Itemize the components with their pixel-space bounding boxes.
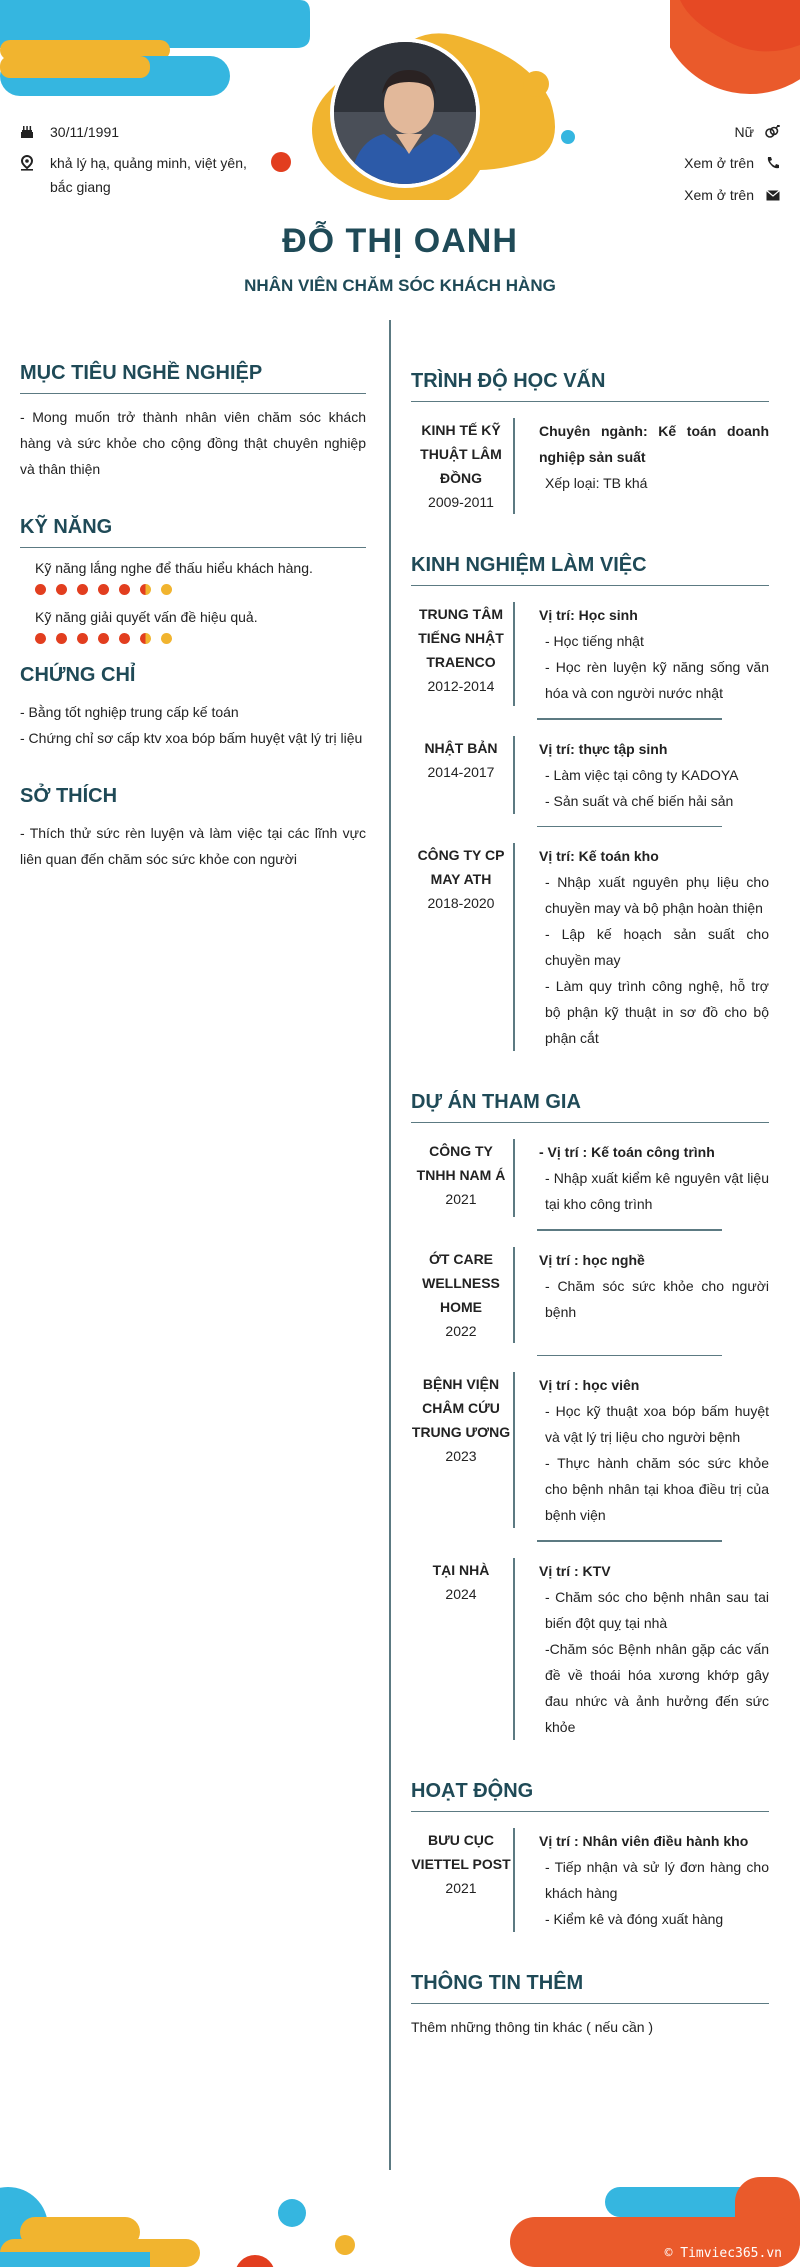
phone-row: [684, 151, 780, 175]
birthday-row: [20, 120, 119, 144]
hobbies-title: SỞ THÍCH: [20, 785, 118, 807]
entry-line: - Làm việc tại công ty KADOYA: [545, 766, 739, 783]
entry-organization: CÔNG TY CP MAY ATH: [417, 847, 505, 887]
projects-section: [411, 1091, 769, 1740]
entry-timeframe: [411, 843, 515, 1051]
entry-details: [515, 1828, 769, 1932]
entry-separator: [537, 718, 722, 720]
projects-entry: [411, 1139, 769, 1217]
cake-icon: [20, 120, 50, 144]
entry-details: [515, 418, 769, 514]
entry-organization: BỆNH VIỆN CHÂM CỨU TRUNG ƯƠNG: [411, 1376, 511, 1440]
entry-years: 2018-2020: [427, 895, 495, 911]
projects-entry: [411, 1372, 769, 1528]
entry-details: [515, 1247, 769, 1343]
column-divider: [389, 320, 391, 2170]
entry-organization: TRUNG TÂM TIẾNG NHẬT TRAENCO: [418, 606, 504, 670]
entry-years: 2024: [445, 1585, 477, 1602]
rating-dot: [140, 584, 151, 595]
entry-position: Vị trí : học viên: [539, 1377, 640, 1393]
watermark: © Timviec365.vn: [664, 2246, 782, 2261]
entry-years: 2021: [445, 1879, 477, 1896]
education-entries: [411, 418, 769, 514]
entry-line: - Học rèn luyện kỹ năng sống văn hóa và con người nước nhật: [545, 659, 769, 701]
rating-dot: [35, 633, 46, 644]
entry-position: Vị trí: thực tập sinh: [539, 740, 668, 757]
entry-line: - Học kỹ thuật xoa bóp bấm huyệt và vật lý trị liệu cho người bệnh: [545, 1403, 769, 1445]
rating-dot: [56, 584, 67, 595]
certificates-section: [20, 664, 366, 751]
birthday-value: 30/11/1991: [50, 124, 120, 140]
entry-position: Vị trí: Kế toán kho: [539, 848, 659, 864]
skill-rating: [35, 584, 366, 595]
entry-organization: KINH TẾ KỸ THUẬT LÂM ĐỒNG: [420, 422, 502, 486]
entry-line: - Chăm sóc sức khỏe cho người bệnh: [545, 1277, 769, 1320]
skills-section: [20, 516, 366, 644]
entry-line: - Nhập xuất kiểm kê nguyên vật liệu tại kho công trình: [545, 1170, 769, 1212]
rating-dot: [98, 633, 109, 644]
experience-entry: [411, 602, 769, 706]
hobbies-text: - Thích thử sức rèn luyện và làm việc tại các lĩnh vực liên quan đến chăm sóc sức khỏe con người: [20, 825, 366, 867]
entry-line: - Chăm sóc cho bệnh nhân sau tai biến đột quỵ tại nhà: [545, 1588, 769, 1631]
rating-dot: [35, 584, 46, 595]
entry-line: - Tiếp nhận và sử lý đơn hàng cho khách hàng: [545, 1858, 769, 1901]
rating-dot: [119, 633, 130, 644]
bottom-left-decoration: [0, 2177, 220, 2267]
entry-timeframe: [411, 1558, 515, 1740]
entry-position: Vị trí: Học sinh: [539, 607, 638, 623]
gender-icon: [754, 125, 780, 139]
gender-row: [735, 120, 780, 144]
entry-line: - Học tiếng nhật: [545, 633, 644, 649]
education-title: TRÌNH ĐỘ HỌC VẤN: [411, 370, 769, 402]
left-column: [20, 362, 366, 906]
activities-title: HOẠT ĐỘNG: [411, 1780, 769, 1812]
entry-years: 2022: [445, 1322, 477, 1339]
phone-icon: [754, 156, 780, 170]
activities-entries: [411, 1828, 769, 1932]
experience-entry: [411, 843, 769, 1051]
phone-value: Xem ở trên: [684, 155, 754, 171]
entry-years: 2014-2017: [427, 763, 495, 780]
rating-dot: [98, 584, 109, 595]
skill-label: Kỹ năng giải quyết vấn đề hiệu quả.: [35, 609, 258, 625]
entry-position: Vị trí : Nhân viên điều hành kho: [539, 1832, 749, 1849]
objective-text: - Mong muốn trở thành nhân viên chăm sóc khách hàng và sức khỏe cho cộng đồng thật chuyên nghiệp và thân thiện: [20, 409, 366, 477]
entry-organization: ỚT CARE WELLNESS HOME: [422, 1250, 500, 1315]
avatar: [330, 38, 480, 188]
extra-text: Thêm những thông tin khác ( nếu cần ): [411, 2018, 654, 2035]
entry-timeframe: [411, 602, 515, 706]
entry-line: - Lập kế hoạch sản suất cho chuyền may: [545, 926, 769, 968]
entry-timeframe: [411, 418, 515, 514]
entry-timeframe: [411, 736, 515, 814]
objective-title: MỤC TIÊU NGHỀ NGHIỆP: [20, 362, 366, 394]
entry-timeframe: [411, 1828, 515, 1932]
activities-entry: [411, 1828, 769, 1932]
rating-dot: [140, 633, 151, 644]
bottom-middle-decoration: [230, 2197, 370, 2267]
entry-line: - Nhập xuất nguyên phụ liệu cho chuyền may và bộ phận hoàn thiện: [545, 874, 769, 916]
entry-details: [515, 843, 769, 1051]
job-title: NHÂN VIÊN CHĂM SÓC KHÁCH HÀNG: [244, 276, 556, 295]
rating-dot: [77, 584, 88, 595]
entry-years: 2012-2014: [427, 678, 495, 694]
email-row: [684, 183, 780, 207]
education-section: [411, 370, 769, 514]
entry-line: Xếp loại: TB khá: [545, 475, 648, 491]
entry-organization: NHẬT BẢN: [424, 739, 498, 756]
dot-blue-decoration: [561, 130, 575, 144]
entry-details: [515, 602, 769, 706]
certificate-item: - Chứng chỉ sơ cấp ktv xoa bóp bấm huyệt vật lý trị liệu: [20, 730, 363, 746]
entry-line: - Làm quy trình công nghệ, hỗ trợ bộ phận kỹ thuật in sơ đồ cho bộ phận cắt: [545, 978, 769, 1046]
entry-organization: TẠI NHÀ: [432, 1561, 490, 1578]
rating-dot: [161, 584, 172, 595]
experience-entry: [411, 736, 769, 814]
entry-years: 2023: [445, 1448, 477, 1464]
entry-organization: BƯU CỤC VIETTEL POST: [411, 1831, 511, 1872]
skill-rating: [35, 633, 366, 644]
projects-entry: [411, 1247, 769, 1343]
certificates-list: [20, 699, 366, 751]
entry-details: [515, 1139, 769, 1217]
experience-entries: [411, 602, 769, 1051]
hobbies-section: [20, 785, 366, 872]
rating-dot: [77, 633, 88, 644]
rating-dot: [119, 584, 130, 595]
entry-timeframe: [411, 1247, 515, 1343]
certificate-item: - Bằng tốt nghiệp trung cấp kế toán: [20, 704, 239, 720]
projects-entry: [411, 1558, 769, 1740]
experience-title: KINH NGHIỆM LÀM VIỆC: [411, 554, 769, 586]
entry-line: - Sản suất và chế biến hải sản: [545, 792, 734, 809]
gender-value: Nữ: [734, 124, 754, 140]
entry-details: [515, 1372, 769, 1528]
right-column: [411, 370, 769, 2080]
entry-details: [515, 736, 769, 814]
skills-title: KỸ NĂNG: [20, 516, 366, 548]
projects-title: DỰ ÁN THAM GIA: [411, 1091, 769, 1123]
top-left-decoration: [0, 0, 310, 100]
location-pin-icon: [20, 151, 50, 175]
entry-years: 2021: [445, 1191, 477, 1207]
entry-timeframe: [411, 1139, 515, 1217]
candidate-name: ĐỖ THỊ OANH: [282, 222, 518, 260]
entry-position: Vị trí : KTV: [539, 1562, 611, 1579]
entry-line: - Kiểm kê và đóng xuất hàng: [545, 1910, 724, 1927]
extra-section: [411, 1972, 769, 2040]
address-row: [20, 151, 270, 199]
activities-section: [411, 1780, 769, 1932]
objective-section: [20, 362, 366, 482]
entry-separator: [537, 1355, 722, 1357]
projects-entries: [411, 1139, 769, 1740]
education-entry: [411, 418, 769, 514]
email-value: Xem ở trên: [684, 187, 754, 203]
entry-timeframe: [411, 1372, 515, 1528]
entry-line: - Thực hành chăm sóc sức khỏe cho bệnh nhân tại khoa điều trị của bệnh viện: [545, 1455, 769, 1523]
dot-red-decoration: [271, 152, 291, 172]
rating-dot: [56, 633, 67, 644]
extra-title: THÔNG TIN THÊM: [411, 1972, 769, 2004]
certificates-title: CHỨNG CHỈ: [20, 664, 136, 686]
rating-dot: [161, 633, 172, 644]
entry-details: [515, 1558, 769, 1740]
entry-line: -Chăm sóc Bệnh nhân gặp các vấn đề về thoái hóa xương khớp gây đau nhức và ảnh hưởng đến sức khỏe: [545, 1640, 769, 1735]
experience-section: [411, 554, 769, 1051]
address-value: khả lý hạ, quảng minh, việt yên, bắc giang: [50, 155, 247, 195]
entry-position: Vị trí : học nghề: [539, 1251, 645, 1268]
entry-organization: CÔNG TY TNHH NAM Á: [416, 1143, 506, 1183]
entry-years: 2009-2011: [428, 494, 494, 510]
entry-separator: [537, 826, 722, 828]
mail-icon: [754, 190, 780, 201]
skill-label: Kỹ năng lắng nghe để thấu hiểu khách hàng.: [35, 560, 313, 576]
entry-position: - Vị trí : Kế toán công trình: [539, 1144, 715, 1160]
top-right-decoration: [670, 0, 800, 100]
entry-separator: [537, 1540, 722, 1542]
skills-list: [20, 560, 366, 644]
entry-position: Chuyên ngành: Kế toán doanh nghiệp sản suất: [539, 423, 769, 465]
entry-separator: [537, 1229, 722, 1231]
